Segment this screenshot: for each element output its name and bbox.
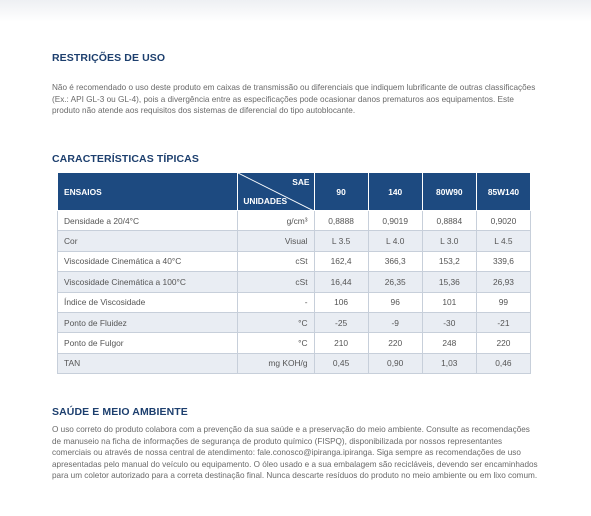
row-value: L 4.0	[368, 231, 422, 251]
row-value: L 3.0	[422, 231, 476, 251]
row-value: -9	[368, 312, 422, 332]
table-row	[58, 333, 531, 353]
row-unidade: °C	[238, 312, 314, 332]
row-ensaio: TAN	[58, 353, 238, 373]
row-value: -25	[314, 312, 368, 332]
table-row	[58, 251, 531, 271]
row-ensaio: Viscosidade Cinemática a 100°C	[58, 272, 238, 292]
row-value: 0,46	[476, 353, 530, 373]
row-value: 220	[476, 333, 530, 353]
header-sae-unidades	[238, 173, 314, 211]
row-value: 210	[314, 333, 368, 353]
table-row	[58, 231, 531, 251]
row-unidade: mg KOH/g	[238, 353, 314, 373]
row-value: 0,8888	[314, 211, 368, 231]
row-value: 96	[368, 292, 422, 312]
restricoes-text: Não é recomendado o uso deste produto em caixas de transmissão ou diferenciais que indiquem lubrificante de outras classificações (Ex.: API GL-3 ou GL-4), pois a divergência entre as especificações pode ocasionar danos prematuros aos equipamentos. Este produto não atende aos requisitos dos sistemas de diferencial do tipo autoblocante.	[52, 83, 536, 116]
caracteristicas-title: CARACTERÍSTICAS TÍPICAS	[52, 153, 199, 165]
row-ensaio: Ponto de Fulgor	[58, 333, 238, 353]
row-unidade: cSt	[238, 251, 314, 271]
row-value: 153,2	[422, 251, 476, 271]
restricoes-title: RESTRIÇÕES DE USO	[52, 52, 166, 64]
row-value: 162,4	[314, 251, 368, 271]
table-row	[58, 312, 531, 332]
row-unidade: -	[238, 292, 314, 312]
row-unidade: cSt	[238, 272, 314, 292]
header-grade: 90	[314, 173, 368, 211]
row-value: 1,03	[422, 353, 476, 373]
row-ensaio: Índice de Viscosidade	[58, 292, 238, 312]
header-unidades: UNIDADES	[243, 196, 288, 206]
row-value: 101	[422, 292, 476, 312]
row-value: 0,9019	[368, 211, 422, 231]
row-value: -21	[476, 312, 530, 332]
header-sae: SAE	[292, 177, 310, 187]
table-row	[58, 292, 531, 312]
header-grade: 140	[368, 173, 422, 211]
row-value: 220	[368, 333, 422, 353]
table-row	[58, 272, 531, 292]
row-value: 106	[314, 292, 368, 312]
header-grade: 85W140	[476, 173, 530, 211]
saude-text: O uso correto do produto colabora com a prevenção da sua saúde e a preservação do meio ambiente. Consulte as recomendações de manuseio na ficha de informações de segurança de produto químico (FISPQ), disponibilizada por nossos representantes comerciais ou através de nossa central de atendimento: fale.conosco@ipiranga.ipiranga. Siga sempre as recomendações de uso apresentadas pelo manual do veículo ou equipamento. O óleo usado e a sua embalagem são recicláveis, devendo ser encaminhados para um coletor autorizado para a correta destinação final. Nunca descarte resíduos do produto no meio ambiente ou em lixo comum.	[52, 425, 538, 481]
row-ensaio: Ponto de Fluidez	[58, 312, 238, 332]
row-value: L 4.5	[476, 231, 530, 251]
row-ensaio: Densidade a 20/4°C	[58, 211, 238, 231]
row-value: 248	[422, 333, 476, 353]
top-shade	[0, 0, 591, 22]
row-value: 0,8884	[422, 211, 476, 231]
row-value: 0,90	[368, 353, 422, 373]
row-value: L 3.5	[314, 231, 368, 251]
row-ensaio: Viscosidade Cinemática a 40°C	[58, 251, 238, 271]
header-grade: 80W90	[422, 173, 476, 211]
row-value: 0,9020	[476, 211, 530, 231]
row-unidade: g/cm³	[238, 211, 314, 231]
row-unidade: Visual	[238, 231, 314, 251]
specs-header-row	[58, 173, 531, 211]
row-value: 16,44	[314, 272, 368, 292]
row-value: 0,45	[314, 353, 368, 373]
row-ensaio: Cor	[58, 231, 238, 251]
specs-table	[57, 172, 531, 374]
row-value: 339,6	[476, 251, 530, 271]
saude-title: SAÚDE E MEIO AMBIENTE	[52, 406, 188, 418]
table-row	[58, 353, 531, 373]
row-value: 99	[476, 292, 530, 312]
row-value: -30	[422, 312, 476, 332]
row-value: 15,36	[422, 272, 476, 292]
header-ensaios: ENSAIOS	[58, 173, 238, 211]
row-value: 26,93	[476, 272, 530, 292]
row-value: 26,35	[368, 272, 422, 292]
row-value: 366,3	[368, 251, 422, 271]
row-unidade: °C	[238, 333, 314, 353]
table-row	[58, 211, 531, 231]
